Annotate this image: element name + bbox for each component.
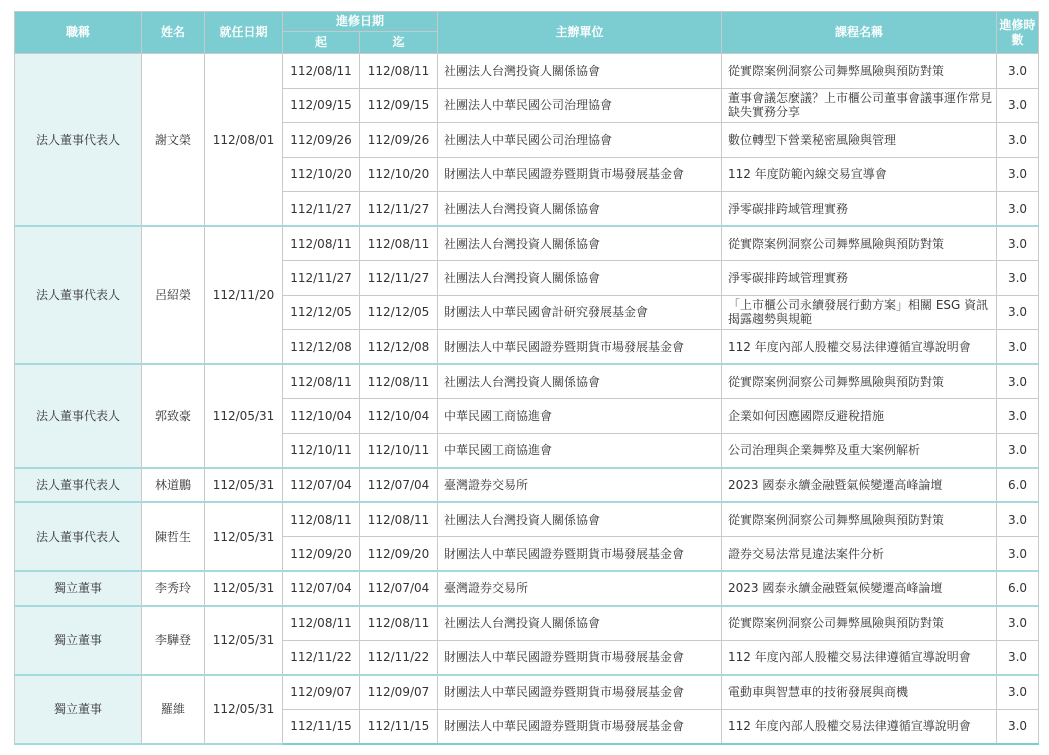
study-hours: 3.0: [997, 157, 1039, 192]
study-hours: 6.0: [997, 571, 1039, 606]
organizer: 財團法人中華民國證券暨期貨市場發展基金會: [438, 709, 722, 744]
course-name: 112 年度內部人股權交易法律遵循宣導說明會: [722, 709, 997, 744]
organizer: 財團法人中華民國會計研究發展基金會: [438, 295, 722, 330]
table-body: [15, 54, 1039, 744]
director-name: 謝文榮: [142, 54, 205, 227]
header-date-to: 迄: [360, 32, 438, 54]
study-date-to: 112/07/04: [360, 468, 438, 503]
study-hours: 6.0: [997, 468, 1039, 503]
organizer: 中華民國工商協進會: [438, 433, 722, 468]
appointed-date: 112/05/31: [205, 502, 283, 571]
study-hours: 3.0: [997, 295, 1039, 330]
study-date-to: 112/07/04: [360, 571, 438, 606]
study-date-to: 112/09/20: [360, 537, 438, 572]
study-date-to: 112/08/11: [360, 54, 438, 89]
organizer: 社團法人台灣投資人關係協會: [438, 502, 722, 537]
study-date-from: 112/11/27: [283, 261, 360, 296]
director-name: 呂紹榮: [142, 226, 205, 364]
study-date-to: 112/08/11: [360, 502, 438, 537]
appointed-date: 112/05/31: [205, 364, 283, 468]
appointed-date: 112/11/20: [205, 226, 283, 364]
study-hours: 3.0: [997, 226, 1039, 261]
study-date-to: 112/10/20: [360, 157, 438, 192]
appointed-date: 112/05/31: [205, 571, 283, 606]
organizer: 社團法人台灣投資人關係協會: [438, 261, 722, 296]
study-hours: 3.0: [997, 399, 1039, 434]
study-date-from: 112/08/11: [283, 606, 360, 641]
director-name: 羅維: [142, 675, 205, 744]
study-date-from: 112/08/11: [283, 502, 360, 537]
study-hours: 3.0: [997, 192, 1039, 227]
course-name: 112 年度防範內線交易宣導會: [722, 157, 997, 192]
study-date-to: 112/08/11: [360, 606, 438, 641]
study-date-to: 112/08/11: [360, 226, 438, 261]
study-hours: 3.0: [997, 88, 1039, 123]
organizer: 社團法人中華民國公司治理協會: [438, 88, 722, 123]
study-date-to: 112/12/05: [360, 295, 438, 330]
study-date-from: 112/09/07: [283, 675, 360, 710]
study-date-from: 112/11/15: [283, 709, 360, 744]
organizer: 社團法人台灣投資人關係協會: [438, 192, 722, 227]
table-header: [15, 12, 1039, 54]
study-date-from: 112/07/04: [283, 571, 360, 606]
header-title: 職稱: [15, 12, 142, 54]
organizer: 社團法人台灣投資人關係協會: [438, 226, 722, 261]
course-name: 112 年度內部人股權交易法律遵循宣導說明會: [722, 330, 997, 365]
course-name: 證券交易法常見違法案件分析: [722, 537, 997, 572]
director-title: 法人董事代表人: [15, 502, 142, 571]
course-name: 112 年度內部人股權交易法律遵循宣導說明會: [722, 640, 997, 675]
table-row: [15, 502, 1039, 537]
header-name: 姓名: [142, 12, 205, 54]
study-date-to: 112/11/15: [360, 709, 438, 744]
study-date-from: 112/11/27: [283, 192, 360, 227]
course-name: 從實際案例洞察公司舞弊風險與預防對策: [722, 502, 997, 537]
course-name: 電動車與智慧車的技術發展與商機: [722, 675, 997, 710]
study-hours: 3.0: [997, 709, 1039, 744]
appointed-date: 112/05/31: [205, 675, 283, 744]
table-row: [15, 364, 1039, 399]
header-course-name: 課程名稱: [722, 12, 997, 54]
course-name: 從實際案例洞察公司舞弊風險與預防對策: [722, 364, 997, 399]
study-date-from: 112/12/05: [283, 295, 360, 330]
course-name: 從實際案例洞察公司舞弊風險與預防對策: [722, 226, 997, 261]
study-hours: 3.0: [997, 537, 1039, 572]
director-name: 陳哲生: [142, 502, 205, 571]
course-name: 企業如何因應國際反避稅措施: [722, 399, 997, 434]
study-hours: 3.0: [997, 433, 1039, 468]
course-name: 2023 國泰永續金融暨氣候變遷高峰論壇: [722, 468, 997, 503]
study-date-to: 112/11/22: [360, 640, 438, 675]
study-date-to: 112/10/04: [360, 399, 438, 434]
course-name: 2023 國泰永續金融暨氣候變遷高峰論壇: [722, 571, 997, 606]
study-date-to: 112/08/11: [360, 364, 438, 399]
study-date-from: 112/10/11: [283, 433, 360, 468]
course-name: 淨零碳排跨域管理實務: [722, 192, 997, 227]
study-date-to: 112/11/27: [360, 192, 438, 227]
study-hours: 3.0: [997, 640, 1039, 675]
organizer: 財團法人中華民國證券暨期貨市場發展基金會: [438, 330, 722, 365]
training-table-container: [14, 11, 1038, 745]
organizer: 社團法人中華民國公司治理協會: [438, 123, 722, 158]
director-name: 李驊登: [142, 606, 205, 675]
header-date-from: 起: [283, 32, 360, 54]
director-name: 林道鵬: [142, 468, 205, 503]
organizer: 財團法人中華民國證券暨期貨市場發展基金會: [438, 640, 722, 675]
table-row: [15, 606, 1039, 641]
study-hours: 3.0: [997, 502, 1039, 537]
course-name: 從實際案例洞察公司舞弊風險與預防對策: [722, 606, 997, 641]
director-name: 李秀玲: [142, 571, 205, 606]
study-hours: 3.0: [997, 261, 1039, 296]
director-title: 法人董事代表人: [15, 54, 142, 227]
organizer: 中華民國工商協進會: [438, 399, 722, 434]
organizer: 臺灣證券交易所: [438, 468, 722, 503]
header-study-date: 進修日期: [283, 12, 438, 32]
header-study-hours: 進修時數: [997, 12, 1039, 54]
director-title: 法人董事代表人: [15, 468, 142, 503]
table-row: [15, 571, 1039, 606]
organizer: 財團法人中華民國證券暨期貨市場發展基金會: [438, 537, 722, 572]
course-name: 從實際案例洞察公司舞弊風險與預防對策: [722, 54, 997, 89]
header-appointed-date: 就任日期: [205, 12, 283, 54]
study-hours: 3.0: [997, 330, 1039, 365]
study-date-to: 112/10/11: [360, 433, 438, 468]
study-date-from: 112/08/11: [283, 226, 360, 261]
study-date-from: 112/10/04: [283, 399, 360, 434]
organizer: 社團法人台灣投資人關係協會: [438, 54, 722, 89]
study-date-from: 112/08/11: [283, 54, 360, 89]
study-hours: 3.0: [997, 123, 1039, 158]
organizer: 社團法人台灣投資人關係協會: [438, 364, 722, 399]
appointed-date: 112/05/31: [205, 468, 283, 503]
study-hours: 3.0: [997, 54, 1039, 89]
study-date-from: 112/10/20: [283, 157, 360, 192]
study-hours: 3.0: [997, 675, 1039, 710]
director-title: 獨立董事: [15, 606, 142, 675]
table-row: [15, 226, 1039, 261]
study-date-to: 112/12/08: [360, 330, 438, 365]
table-row: [15, 54, 1039, 89]
director-title: 法人董事代表人: [15, 226, 142, 364]
director-title: 法人董事代表人: [15, 364, 142, 468]
director-name: 郭致豪: [142, 364, 205, 468]
study-date-to: 112/09/07: [360, 675, 438, 710]
director-title: 獨立董事: [15, 675, 142, 744]
organizer: 臺灣證券交易所: [438, 571, 722, 606]
organizer: 財團法人中華民國證券暨期貨市場發展基金會: [438, 157, 722, 192]
course-name: 數位轉型下營業秘密風險與管理: [722, 123, 997, 158]
appointed-date: 112/05/31: [205, 606, 283, 675]
study-date-from: 112/12/08: [283, 330, 360, 365]
study-date-to: 112/11/27: [360, 261, 438, 296]
director-training-table: [14, 11, 1039, 745]
study-date-from: 112/07/04: [283, 468, 360, 503]
course-name: 「上市櫃公司永續發展行動方案」相關 ESG 資訊揭露趨勢與規範: [722, 295, 997, 330]
study-date-from: 112/09/20: [283, 537, 360, 572]
study-date-from: 112/09/26: [283, 123, 360, 158]
organizer: 社團法人台灣投資人關係協會: [438, 606, 722, 641]
study-date-to: 112/09/15: [360, 88, 438, 123]
study-date-from: 112/08/11: [283, 364, 360, 399]
study-date-from: 112/09/15: [283, 88, 360, 123]
study-date-from: 112/11/22: [283, 640, 360, 675]
course-name: 淨零碳排跨域管理實務: [722, 261, 997, 296]
study-hours: 3.0: [997, 364, 1039, 399]
organizer: 財團法人中華民國證券暨期貨市場發展基金會: [438, 675, 722, 710]
course-name: 公司治理與企業舞弊及重大案例解析: [722, 433, 997, 468]
table-row: [15, 675, 1039, 710]
course-name: 董事會議怎麼議？上市櫃公司董事會議事運作常見缺失實務分享: [722, 88, 997, 123]
table-row: [15, 468, 1039, 503]
study-date-to: 112/09/26: [360, 123, 438, 158]
study-hours: 3.0: [997, 606, 1039, 641]
header-organizer: 主辦單位: [438, 12, 722, 54]
director-title: 獨立董事: [15, 571, 142, 606]
appointed-date: 112/08/01: [205, 54, 283, 227]
